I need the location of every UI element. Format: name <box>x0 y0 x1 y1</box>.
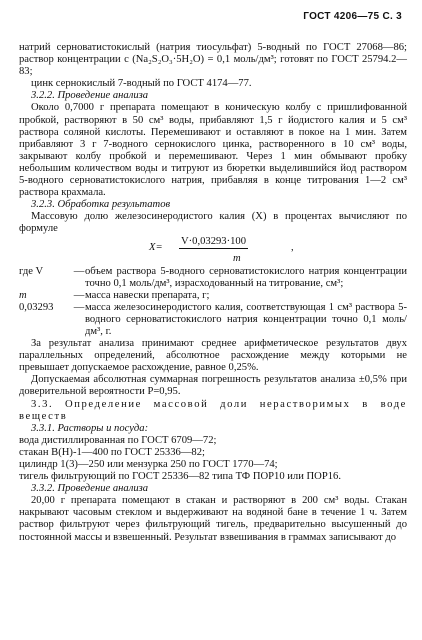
section-323-title: 3.2.3. Обработка результатов <box>31 199 171 211</box>
section-332-body: 20,00 г препарата помещают в стакан и растворяют в 200 см³ воды. Стакан накрывают часовым стеклом и выдерживают на водяной бане в течение 1 ч. Затем раствор фильтруют через фильтрующий тигель, предварительно высушенный до постоянной массы и взвешенный. Результат взвешивания в граммах записывают до <box>19 495 407 543</box>
document-body <box>19 42 407 544</box>
reagent-paragraph-2: цинк сернокислый 7-водный по ГОСТ 4174—77. <box>31 78 252 90</box>
definition-text: объем раствора 5-водного серноватистокислого натрия концентрации точно 0,1 моль/дм³, израсходованный на титрование, см³; <box>85 265 407 289</box>
error-paragraph: Допускаемая абсолютная суммарная погрешность результатов анализа ±0,5% при доверительной вероятности P=0,95. <box>19 374 407 398</box>
equipment-item: цилиндр 1(3)—250 или мензурка 250 по ГОСТ 1770—74; <box>19 459 278 470</box>
section-323-body: Массовую долю железосинеродистого калия (X) в процентах вычисляют по формуле <box>19 211 407 235</box>
definition-dash: — <box>73 265 85 277</box>
definition-v <box>19 266 407 290</box>
section-331-title: 3.3.1. Растворы и посуда: <box>31 422 149 434</box>
definition-text: масса железосинеродистого калия, соответствующая 1 см³ раствора 5-водного серноватистокислого натрия концентрации точно 0,1 моль/дм³, г. <box>85 301 407 337</box>
section-33-title: 3.3. Определение массовой доли нерастворимых в воде веществ <box>19 398 407 422</box>
formula <box>19 236 407 266</box>
definition-coef <box>19 302 407 338</box>
formula-numerator: V·0,03293·100 <box>179 236 248 249</box>
definition-m <box>19 290 407 302</box>
definition-text: масса навески препарата, г; <box>85 289 210 301</box>
formula-denominator: m <box>233 252 241 264</box>
section-322-title: 3.2.2. Проведение анализа <box>31 90 149 102</box>
page-header: ГОСТ 4206—75 С. 3 <box>303 11 402 22</box>
definition-term: 0,03293 <box>19 301 54 313</box>
equipment-item: стакан В(Н)-1—400 по ГОСТ 25336—82; <box>19 446 205 458</box>
definition-term: m <box>19 289 27 301</box>
definition-dash: — <box>73 289 85 301</box>
equipment-item: вода дистиллированная по ГОСТ 6709—72; <box>19 434 217 446</box>
result-paragraph: За результат анализа принимают среднее арифметическое результатов двух параллельных определений, абсолютное расхождение между которыми не превышает допускаемое расхождение, равное 0,25%. <box>19 338 407 374</box>
formula-lhs: X= <box>149 241 163 253</box>
reagent-paragraph-1: натрий серноватистокислый (натрия тиосульфат) 5-водный по ГОСТ 27068—86; раствор концентрации c (Na₂S₂O₃·5H₂O) = 0,1 моль/дм³; готовят по ГОСТ 25794.2—83; <box>19 42 407 78</box>
formula-comma: , <box>291 241 294 253</box>
section-322-body: Около 0,7000 г препарата помещают в коническую колбу с пришлифованной пробкой, растворяют в 50 см³ воды, прибавляют 1,5 г йодистого калия и 5 см³ раствора соляной кислоты. Перемешивают и оставляют в покое на 1 мин. Затем прибавляют 3 г 7-водного сернокислого цинка, растворенного в 10 см³ воды, закрывают колбу пробкой и перемешивают. Через 1 мин обмывают пробку небольшим количеством воды и титруют из бюретки выделившийся йод раствором 5-водного серноватистокислого натрия, прибавляя в конце титрования 1—2 см³ раствора крахмала. <box>19 102 407 199</box>
equipment-item: тигель фильтрующий по ГОСТ 25336—82 типа ТФ ПОР10 или ПОР16. <box>19 471 341 483</box>
definition-term: где V <box>19 265 44 277</box>
definition-dash: — <box>73 301 85 313</box>
section-332-title: 3.3.2. Проведение анализа <box>31 483 149 495</box>
